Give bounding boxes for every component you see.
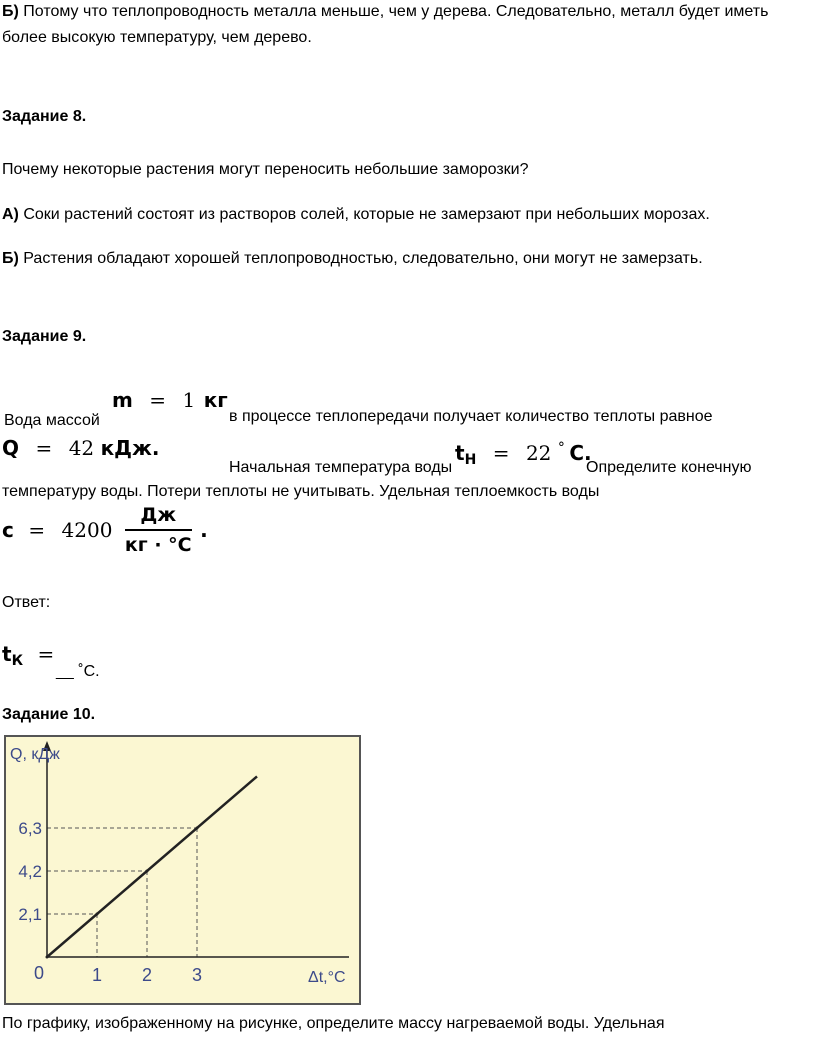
formula-c-var: c: [2, 518, 14, 542]
x-tick-label: 3: [191, 965, 203, 985]
formula-heat-var: Q: [2, 436, 20, 460]
task7-answer-b-line1: [2, 0, 768, 24]
formula-mass-unit: кг: [203, 388, 228, 412]
graph-svg: [4, 735, 361, 1005]
formula-c-denominator: кг · °С: [124, 534, 192, 556]
task10-title: Задание 10.: [2, 706, 96, 723]
task9-text-determine: Определите конечную: [586, 459, 752, 476]
answer-b-text: Потому что теплопроводность металла меньше, чем у дерева. Следовательно, металл будет иметь: [18, 3, 769, 20]
option-b-label: Б): [2, 250, 19, 267]
task9-title: Задание 9.: [2, 328, 87, 345]
formula-initial-temp: [455, 436, 592, 472]
task8-question: Почему некоторые растения могут переносить небольшие заморозки?: [2, 161, 529, 178]
formula-tk-eq: =: [37, 642, 55, 666]
formula-c-dot: .: [200, 518, 208, 542]
answer-label: Ответ:: [2, 594, 51, 611]
option-a-label: А): [2, 206, 19, 223]
formula-specific-heat: [2, 503, 208, 557]
x-axis-label: Δt,°C: [308, 969, 346, 986]
origin-label: 0: [34, 963, 45, 983]
task7-answer-b-line2: более высокую температуру, чем дерево.: [2, 29, 312, 46]
formula-final-temp: [2, 642, 54, 673]
formula-heat: [2, 436, 159, 463]
formula-c-eq: =: [28, 518, 46, 542]
y-tick-label: 2,1: [18, 905, 42, 924]
formula-c-fraction: [125, 503, 192, 557]
formula-c-value: 4200: [61, 518, 113, 542]
formula-mass-eq: =: [149, 388, 167, 412]
x-tick-label: 1: [91, 965, 103, 985]
formula-mass: [112, 388, 228, 415]
task9-text-process: в процессе теплопередачи получает количество теплоты равное: [229, 408, 713, 425]
y-tick-label: 4,2: [18, 862, 42, 881]
answer-b-label: Б): [2, 3, 19, 20]
option-b-text: Растения обладают хорошей теплопроводностью, следовательно, они могут не замерзать.: [18, 250, 703, 267]
data-point: [196, 827, 199, 830]
x-tick-label: 2: [141, 965, 153, 985]
data-point: [96, 913, 99, 916]
formula-t-degree: °: [557, 440, 565, 456]
task8-title: Задание 8.: [2, 108, 87, 125]
task9-text-line2: температуру воды. Потери теплоты не учитывать. Удельная теплоемкость воды: [2, 483, 600, 500]
data-point: [146, 870, 149, 873]
formula-mass-value: 1: [182, 388, 196, 412]
formula-heat-eq: =: [35, 436, 53, 460]
task8-option-b: [2, 247, 703, 271]
y-tick-label: 6,3: [18, 819, 42, 838]
task9-text-initial: Начальная температура воды: [229, 459, 453, 476]
task8-option-a: [2, 203, 710, 227]
data-point: [46, 956, 49, 959]
formula-tk-sub: К: [11, 653, 24, 669]
formula-t-sub: Н: [464, 452, 477, 468]
heat-vs-temperature-graph: [4, 735, 361, 1005]
answer-blank: __ ˚С.: [56, 663, 100, 680]
y-axis-label: Q, кДж: [10, 746, 60, 763]
graph-background: [5, 736, 360, 1004]
task10-bottom-text: По графику, изображенному на рисунке, определите массу нагреваемой воды. Удельная: [2, 1015, 665, 1032]
formula-mass-var: m: [112, 388, 133, 412]
formula-t-unit: С.: [569, 441, 592, 465]
option-a-text: Соки растений состоят из растворов солей, которые не замерзают при небольших морозах.: [18, 206, 710, 223]
formula-t-value: 22: [525, 441, 552, 465]
formula-c-numerator: Дж: [125, 503, 192, 531]
task9-text-mass: Вода массой: [4, 412, 100, 429]
formula-heat-value: 42: [68, 436, 95, 460]
formula-tk-var: t: [2, 642, 12, 666]
formula-heat-unit: кДж.: [100, 436, 160, 460]
formula-t-var: t: [455, 441, 465, 465]
formula-t-eq: =: [492, 441, 510, 465]
